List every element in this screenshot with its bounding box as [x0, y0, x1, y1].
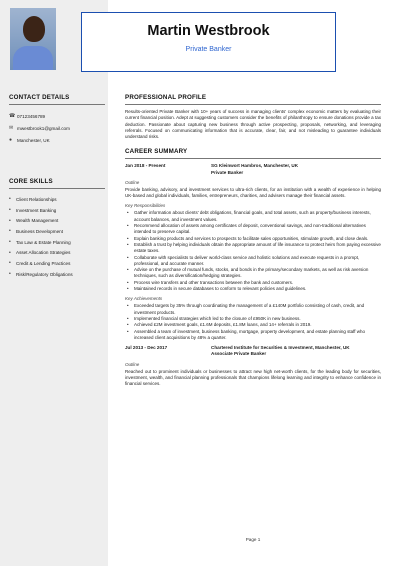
contact-location-text: Manchester, UK — [17, 137, 50, 143]
responsibilities-list — [125, 210, 381, 292]
skill-item — [9, 247, 105, 258]
job-date: Jul 2013 - Dec 2017 — [125, 345, 168, 351]
outline-label: Outline — [125, 361, 140, 367]
job-date: Jan 2018 - Present — [125, 163, 166, 169]
job-header — [125, 163, 381, 175]
list-item: • Explain banking products and services to prospects to facilitate sales opportunities, stimulate growth, and close deals. — [125, 236, 381, 242]
skill-item — [9, 269, 105, 280]
job-org-block — [211, 163, 381, 175]
skill-item — [9, 258, 105, 269]
contact-email[interactable] — [9, 122, 105, 134]
skill-item — [9, 205, 105, 216]
skill-item — [9, 215, 105, 226]
job-entry — [125, 163, 381, 341]
list-item: • Process wire transfers and other transactions between the bank and customers. — [125, 280, 381, 286]
responsibilities-label: Key Responsibilities — [125, 203, 166, 209]
job-entry — [125, 345, 381, 387]
skill-label: Asset Allocation Strategies — [16, 250, 71, 256]
bullet-icon: • — [9, 196, 11, 203]
job-role: Private Banker — [211, 169, 244, 175]
job-role: Associate Private Banker — [211, 351, 267, 357]
job-org: Chartered Institute for Securities & Investment, Manchester, UK — [211, 345, 350, 351]
skill-item — [9, 194, 105, 205]
skill-item — [9, 226, 105, 237]
bullet-icon: • — [9, 239, 11, 246]
job-org: SG Kleinwort Hambros, Manchester, UK — [211, 163, 299, 169]
achievements-list — [125, 303, 381, 341]
contact-phone-text: 07123456789 — [17, 113, 46, 119]
list-item: • Establish a trust by helping individuals obtain the appropriate amount of life insurance to protect heirs from paying excessive estate taxes. — [125, 242, 381, 255]
photo-shirt — [13, 46, 53, 70]
skill-label: Wealth Management — [16, 218, 59, 224]
profile-photo — [10, 8, 56, 70]
main-content — [125, 94, 381, 387]
sidebar — [0, 0, 108, 566]
location-icon: ● — [9, 137, 13, 143]
skill-label: Business Development — [16, 228, 63, 234]
bullet-icon: • — [9, 260, 11, 267]
contact-heading: CONTACT DETAILS — [9, 94, 105, 105]
job-outline: Provide banking, advisory, and investment services to ultra-rich clients, for an institution with a wealth of experience in helping UK-based and global individuals, families, entrepreneurs, charities, and advisers manage their financial assets. — [125, 186, 381, 199]
skills-section — [9, 178, 105, 280]
email-icon: ✉ — [9, 125, 14, 131]
name-header — [81, 12, 336, 72]
list-item: • Advise on the purchase of mutual funds, stocks, and bonds in the primary/secondary markets, as well as risk aversion techniques, such as diversification/hedging strategies. — [125, 267, 381, 280]
bullet-icon: • — [9, 207, 11, 214]
phone-icon: ☎ — [9, 113, 16, 119]
career-heading: CAREER SUMMARY — [125, 148, 381, 159]
list-item: • Recommend allocation of assets among certificates of deposit, conventional savings, and non-traditional alternatives intended to preserve capital. — [125, 223, 381, 236]
contact-phone[interactable] — [9, 110, 105, 122]
outline-label: Outline — [125, 179, 140, 185]
contact-section — [9, 94, 105, 146]
job-org-block — [211, 345, 381, 357]
photo-head — [23, 16, 45, 42]
bullet-icon: • — [9, 271, 11, 278]
profile-heading: PROFESSIONAL PROFILE — [125, 94, 381, 105]
skill-item — [9, 237, 105, 248]
list-item: • Gather information about clients' debt obligations, financial goals, and total assets, such as property/business interests, account balances, and investment values. — [125, 210, 381, 223]
list-item: • Assembled a team of investment, business banking, mortgage, property development, and estate planning staff who increased client acquisitions by 48% a quarter. — [125, 329, 381, 342]
skill-label: Risk/Regulatory Obligations — [16, 271, 73, 277]
skill-label: Credit & Lending Practices — [16, 260, 71, 266]
job-outline: Reached out to prominent individuals or businesses to attract new high net-worth clients, for the leading body for securities, investment, wealth, and financial planning professionals that champions lifelong learning and integrity to enhance confidence in financial services. — [125, 368, 381, 387]
list-item: • Achieved £2M investment goals, £1.6M deposits, £1.8M loans, and 14+ referrals in 2019. — [125, 322, 381, 328]
achievements-label: Key Achievements — [125, 296, 163, 302]
list-item: • Implemented financial strategies which led to the closure of £950K in new business. — [125, 316, 381, 322]
job-header — [125, 345, 381, 357]
page-number: Page 1 — [245, 537, 261, 542]
skill-label: Tax Law & Estate Planning — [16, 239, 71, 245]
profile-text: Results-oriented Private Banker with 10+ years of success in managing clients' complex economic matters by evaluating their current financial position. Adept at suggesting customers consider the benefits of philanthropy to ensure donations provide a tax deduction. Passionate about capturing new business through active prospecting, proposals, networking, and leveraging referrals. Focused on communicating information that is accurate, clear, fair, and not misleading to guarantee individuals understand risks. — [125, 109, 381, 140]
bullet-icon: • — [9, 249, 11, 256]
skill-label: Client Relationships — [16, 196, 57, 202]
skill-label: Investment Banking — [16, 207, 57, 213]
contact-location — [9, 134, 105, 146]
candidate-name: Martin Westbrook — [147, 23, 270, 39]
list-item: • Collaborate with specialists to deliver world-class service and holistic solutions and execute requests in a prompt, professional, and accurate manner. — [125, 255, 381, 268]
contact-email-text: mwestbrook1@gmail.com — [17, 125, 70, 131]
skills-heading: CORE SKILLS — [9, 178, 105, 189]
candidate-title: Private Banker — [185, 46, 232, 53]
bullet-icon: • — [9, 228, 11, 235]
list-item: • Exceeded targets by 35% through coordinating the management of a £140M portfolio consisting of cash, credit, and investment products. — [125, 303, 381, 316]
list-item: • Maintained records in secure databases to conform to relevant policies and guidelines. — [125, 286, 381, 292]
bullet-icon: • — [9, 217, 11, 224]
